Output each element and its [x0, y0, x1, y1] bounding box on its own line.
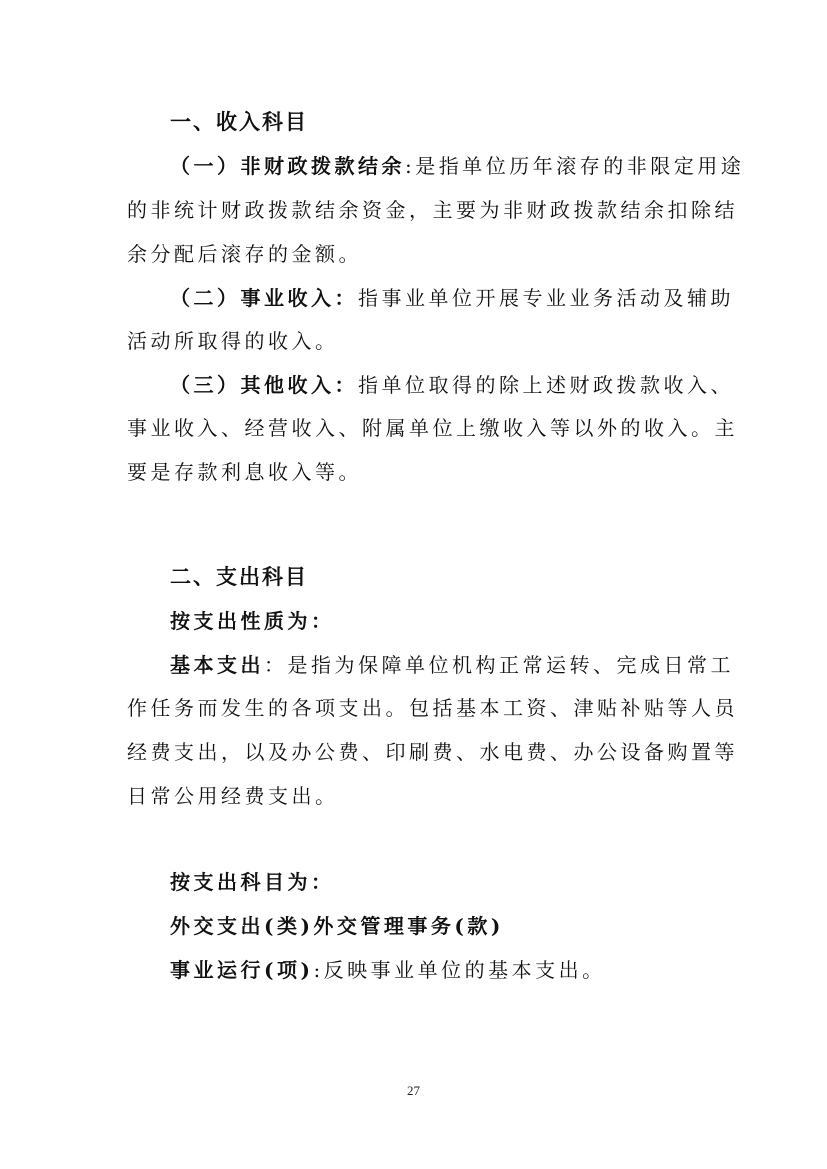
expense-by-nature: 按支出性质为： — [170, 609, 335, 633]
page-number: 27 — [407, 1083, 420, 1098]
expense-basic-line2: 作任务而发生的各项支出。包括基本工资、津贴补贴等人员 — [127, 696, 738, 720]
income-item1-label: （一）非财政拨款结余 — [170, 154, 405, 178]
expense-operation-text: :反映事业单位的基本支出。 — [313, 958, 606, 982]
income-item3-line3: 要是存款利息收入等。 — [127, 460, 362, 484]
expense-basic-line4: 日常公用经费支出。 — [127, 784, 339, 808]
income-item1-line3: 余分配后滚存的金额。 — [127, 242, 362, 266]
income-item2-label: （二）事业收入： — [170, 286, 358, 310]
expense-operation-label: 事业运行(项) — [170, 958, 314, 982]
income-item1-line2: 的非统计财政拨款结余资金，主要为非财政拨款结余扣除结 — [127, 198, 738, 222]
income-item3-label: （三）其他收入： — [170, 373, 358, 397]
expense-basic-line1 — [170, 651, 734, 679]
income-item1-text1: :是指单位历年滚存的非限定用途 — [405, 154, 745, 178]
expense-by-subject: 按支出科目为： — [170, 870, 335, 894]
expense-operation-line — [170, 956, 606, 984]
expense-basic-line3: 经费支出，以及办公费、印刷费、水电费、办公设备购置等 — [127, 740, 738, 764]
income-item3-text1: 指单位取得的除上述财政拨款收入、 — [358, 373, 734, 397]
income-item3-line2: 事业收入、经营收入、附属单位上缴收入等以外的收入。主 — [127, 416, 738, 440]
income-item2-line1 — [170, 284, 734, 312]
expense-class-line: 外交支出(类)外交管理事务(款) — [170, 914, 504, 938]
income-item2-line2: 活动所取得的收入。 — [127, 329, 339, 353]
income-section-title: 一、收入科目 — [170, 110, 308, 134]
income-item2-text1: 指事业单位开展专业业务活动及辅助 — [358, 286, 734, 310]
expense-basic-label: 基本支出 — [170, 653, 264, 677]
income-item1-line1 — [170, 152, 744, 180]
income-item3-line1 — [170, 371, 734, 399]
expense-basic-text1: ：是指为保障单位机构正常运转、完成日常工 — [264, 653, 734, 677]
expense-section-title: 二、支出科目 — [170, 565, 308, 589]
